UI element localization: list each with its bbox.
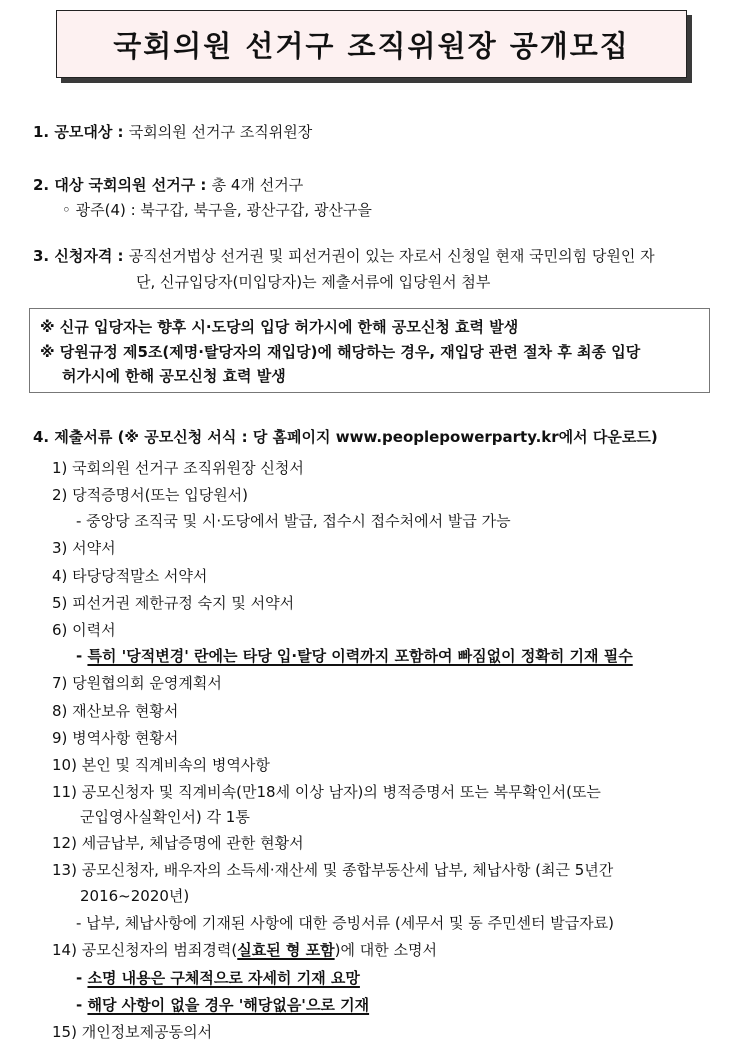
emphasis-text: 해당 사항이 없을 경우 '해당없음'으로 기재 (87, 996, 370, 1014)
list-item: 6) 이력서 (52, 621, 116, 639)
dash: - (76, 996, 88, 1014)
list-item: 15) 개인정보제공동의서 (52, 1023, 213, 1041)
list-item: 13) 공모신청자, 배우자의 소득세·재산세 및 종합부동산세 납부, 체납사항 (최근 5년간 (52, 861, 614, 879)
list-item-sub-emphasis (76, 646, 633, 666)
list-item (52, 940, 437, 960)
section-1-label: 1. 공모대상 : (33, 123, 124, 141)
list-item-sub: - 중앙당 조직국 및 시·도당에서 발급, 접수시 접수처에서 발급 가능 (76, 512, 511, 530)
section-3-label: 3. 신청자격 : (33, 247, 124, 265)
emphasis-text: 특히 '당적변경' 란에는 타당 입·탈당 이력까지 포함하여 빠짐없이 정확히 기재 필수 (87, 647, 633, 665)
dash: - (76, 969, 88, 987)
title-box (56, 10, 687, 78)
list-item: 12) 세금납부, 체납증명에 관한 현황서 (52, 834, 304, 852)
dash: - (76, 647, 88, 665)
notice-line-2: ※ 당원규정 제5조(제명·탈당자의 재입당)에 해당하는 경우, 재입당 관련 절차 후 최종 입당 (40, 343, 641, 361)
notice-box (29, 308, 710, 393)
emphasis-text: 소명 내용은 구체적으로 자세히 기재 요망 (87, 969, 360, 987)
notice-line-3: 허가시에 한해 공모신청 효력 발생 (62, 367, 286, 385)
section-4-note: (※ 공모신청 서식 : 당 홈페이지 www.peoplepowerparty.kr에서 다운로드) (117, 428, 658, 446)
section-2-bullet: ◦ 광주(4) : 북구갑, 북구을, 광산구갑, 광산구을 (62, 201, 372, 219)
emphasis-text: 실효된 형 포함 (237, 941, 335, 959)
list-item: 2) 당적증명서(또는 입당원서) (52, 486, 249, 504)
section-2-label: 2. 대상 국회의원 선거구 : (33, 176, 207, 194)
list-item: 3) 서약서 (52, 539, 116, 557)
section-3-line2: 단, 신규입당자(미입당자)는 제출서류에 입당원서 첨부 (136, 273, 491, 291)
notice-line-1: ※ 신규 입당자는 향후 시·도당의 입당 허가시에 한해 공모신청 효력 발생 (40, 318, 519, 336)
list-item: 8) 재산보유 현황서 (52, 702, 179, 720)
list-item-text: )에 대한 소명서 (334, 941, 437, 959)
list-item: 4) 타당당적말소 서약서 (52, 567, 208, 585)
section-2 (33, 175, 303, 195)
list-item-sub: - 납부, 체납사항에 기재된 사항에 대한 증빙서류 (세무서 및 동 주민센터 발급자료) (76, 914, 615, 932)
section-4 (33, 427, 658, 447)
list-item-cont: 2016~2020년) (80, 887, 190, 905)
list-item: 10) 본인 및 직계비속의 병역사항 (52, 756, 270, 774)
list-item: 7) 당원협의회 운영계획서 (52, 674, 222, 692)
section-1 (33, 122, 312, 142)
list-item: 11) 공모신청자 및 직계비속(만18세 이상 남자)의 병적증명서 또는 복무확인서(또는 (52, 783, 601, 801)
section-3-line1: 공직선거법상 선거권 및 피선거권이 있는 자로서 신청일 현재 국민의힘 당원인 자 (128, 247, 655, 265)
list-item-sub-emphasis (76, 995, 369, 1015)
list-item: 1) 국회의원 선거구 조직위원장 신청서 (52, 459, 304, 477)
list-item-cont: 군입영사실확인서) 각 1통 (80, 808, 250, 826)
section-2-text: 총 4개 선거구 (211, 176, 304, 194)
list-item-text: 14) 공모신청자의 범죄경력( (52, 941, 238, 959)
section-3 (33, 246, 655, 266)
section-4-label: 4. 제출서류 (33, 428, 113, 446)
page-title: 국회의원 선거구 조직위원장 공개모집 (113, 28, 630, 63)
list-item: 5) 피선거권 제한규정 숙지 및 서약서 (52, 594, 295, 612)
section-1-text: 국회의원 선거구 조직위원장 (128, 123, 313, 141)
list-item-sub-emphasis (76, 968, 360, 988)
list-item: 9) 병역사항 현황서 (52, 729, 179, 747)
